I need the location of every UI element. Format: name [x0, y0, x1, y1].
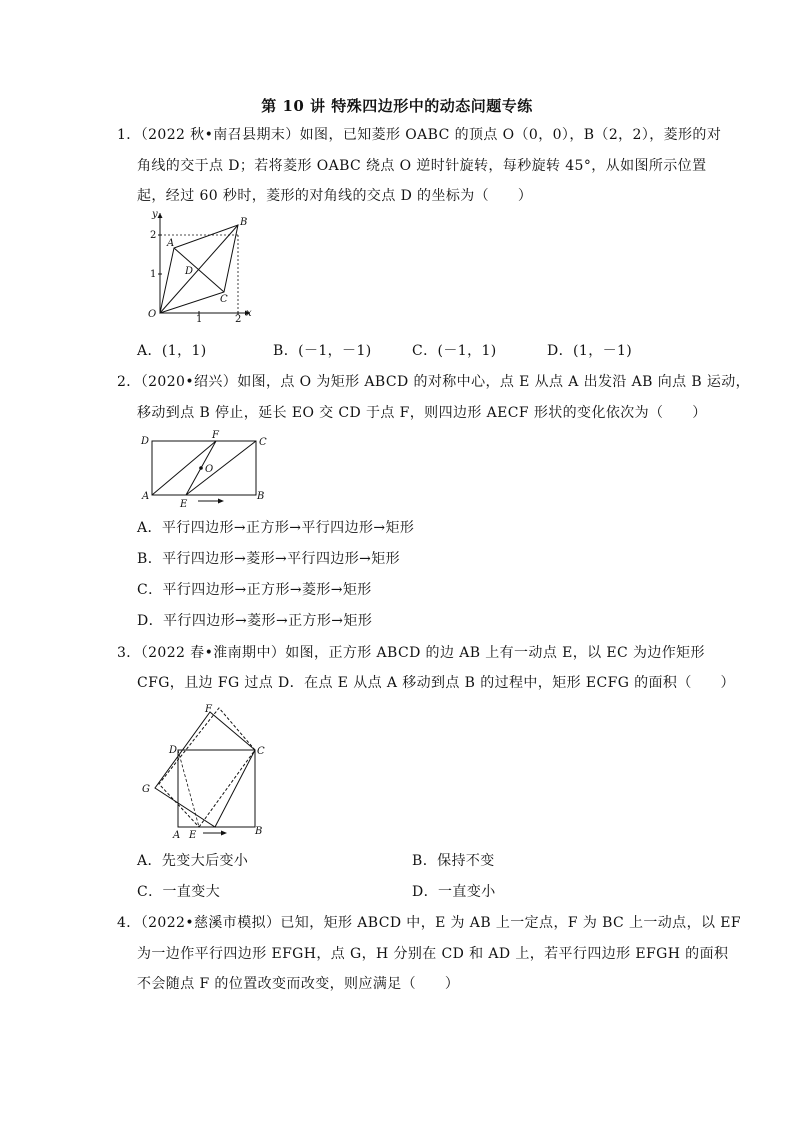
q2-option-d[interactable]: D．平行四边形→菱形→正方形→矩形: [137, 613, 373, 629]
q1-line-3: 起，经过 60 秒时，菱形的对角线的交点 D 的坐标为（ ）: [137, 188, 533, 204]
q4-line-3: 不会随点 F 的位置改变而改变，则应满足（ ）: [137, 976, 460, 992]
q3-option-d[interactable]: D．一直变小: [412, 884, 496, 900]
q1-x-axis-label: x: [246, 308, 252, 319]
q1-point-d: D: [185, 266, 194, 277]
q2-rectangle-figure: [138, 428, 273, 510]
q3-point-c: C: [257, 746, 265, 757]
q1-line-1: 1．（2022 秋•南召县期末）如图，已知菱形 OABC 的顶点 O（0，0），B（2，2），菱形的对: [117, 127, 722, 143]
q2-option-a[interactable]: A．平行四边形→正方形→平行四边形→矩形: [137, 520, 415, 536]
q2-point-a: A: [142, 491, 150, 502]
q4-line-2: 为一边作平行四边形 EFGH，点 G，H 分别在 CD 和 AD 上，若平行四边形 EFGH 的面积: [137, 946, 729, 962]
q1-point-b: B: [240, 217, 248, 228]
q3-option-b[interactable]: B．保持不变: [412, 853, 495, 869]
q1-point-c: C: [220, 294, 228, 305]
q2-point-o: O: [205, 464, 214, 475]
q1-y-axis-label: y: [152, 209, 158, 220]
q1-point-a: A: [167, 238, 175, 249]
q2-option-b[interactable]: B．平行四边形→菱形→平行四边形→矩形: [137, 551, 401, 567]
q2-line-1: 2．（2020•绍兴）如图，点 O 为矩形 ABCD 的对称中心，点 E 从点 A 出发沿 AB 向点 B 运动，: [117, 374, 751, 390]
page-title: 第 10 讲 特殊四边形中的动态问题专练: [261, 97, 533, 115]
q3-option-c[interactable]: C．一直变大: [137, 884, 221, 900]
q2-point-e: E: [180, 499, 188, 510]
q1-option-d[interactable]: D．(1，－1): [547, 343, 633, 359]
q1-y-tick-1: 1: [150, 269, 157, 280]
q3-line-2: CFG，且边 FG 过点 D．在点 E 从点 A 移动到点 B 的过程中，矩形 ECFG 的面积（ ）: [137, 675, 735, 691]
q3-point-e: E: [189, 830, 197, 841]
q3-line-1: 3．（2022 春•淮南期中）如图，正方形 ABCD 的边 AB 上有一动点 E，以 EC 为边作矩形: [117, 645, 705, 661]
q2-point-c: C: [259, 437, 267, 448]
q1-option-a[interactable]: A．(1，1): [137, 343, 207, 359]
q3-point-b: B: [255, 826, 263, 837]
q3-point-d: D: [169, 745, 178, 756]
q1-y-tick-2: 2: [150, 230, 157, 241]
q2-line-2: 移动到点 B 停止，延长 EO 交 CD 于点 F，则四边形 AECF 形状的变化依次为（ ）: [137, 405, 707, 421]
q1-rhombus-figure: [140, 208, 260, 323]
q2-point-b: B: [257, 491, 265, 502]
q3-option-a[interactable]: A．先变大后变小: [137, 853, 249, 869]
q1-origin-label: O: [148, 309, 157, 320]
q3-point-f: F: [205, 704, 212, 715]
q4-line-1: 4．（2022•慈溪市模拟）已知，矩形 ABCD 中，E 为 AB 上一定点，F 为 BC 上一动点，以 EF: [117, 915, 741, 931]
q3-point-g: G: [142, 784, 150, 795]
q3-square-figure: [135, 700, 275, 842]
q1-line-2: 角线的交于点 D；若将菱形 OABC 绕点 O 逆时针旋转，每秒旋转 45°，从如图所示位置: [137, 158, 707, 174]
q2-point-d: D: [141, 436, 150, 447]
q1-option-b[interactable]: B．(－1，－1): [273, 343, 372, 359]
q3-point-a: A: [173, 830, 181, 841]
q2-option-c[interactable]: C．平行四边形→正方形→菱形→矩形: [137, 582, 372, 598]
q1-x-tick-2: 2: [235, 314, 242, 323]
q1-x-tick-1: 1: [196, 314, 203, 323]
q2-point-f: F: [212, 430, 219, 441]
q1-option-c[interactable]: C．(－1，1): [412, 343, 497, 359]
